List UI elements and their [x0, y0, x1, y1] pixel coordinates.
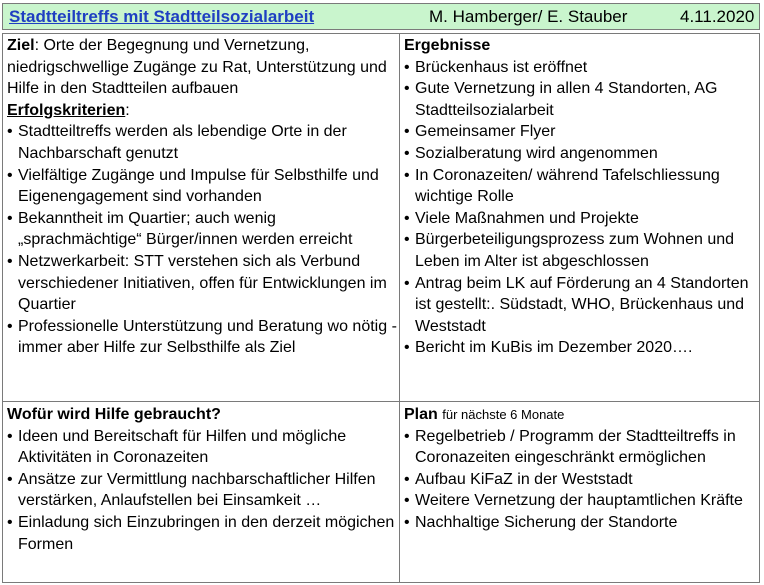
plan-heading-line [404, 404, 756, 426]
content-grid [2, 33, 760, 583]
criteria-heading-line [7, 100, 397, 122]
help-list [7, 426, 397, 556]
results-cell [404, 35, 756, 359]
criteria-heading: Erfolgskriterien [7, 101, 126, 119]
list-item: • Professionelle Unterstützung und Beratung wo nötig - immer aber Hilfe zur Selbsthilfe als Ziel [7, 316, 397, 359]
results-heading: Ergebnisse [404, 37, 491, 54]
list-item: • Nachhaltige Sicherung der Standorte [404, 512, 756, 534]
plan-cell [404, 404, 756, 534]
goal-cell [7, 35, 397, 359]
help-heading: Wofür wird Hilfe gebraucht? [7, 406, 221, 423]
list-item: • Antrag beim LK auf Förderung an 4 Standorten ist gestellt:. Südstadt, WHO, Brückenhaus und Weststadt [404, 273, 756, 338]
list-item: • In Coronazeiten/ während Tafelschliessung wichtige Rolle [404, 165, 756, 208]
list-item: • Aufbau KiFaZ in der Weststadt [404, 469, 756, 491]
list-item: • Weitere Vernetzung der hauptamtlichen Kräfte [404, 490, 756, 512]
list-item: • Gute Vernetzung in allen 4 Standorten, AG Stadtteilsozialarbeit [404, 78, 756, 121]
help-needed-cell [7, 404, 397, 555]
list-item: • Gemeinsamer Flyer [404, 121, 756, 143]
header-bar [2, 3, 760, 30]
list-item: • Bericht im KuBis im Dezember 2020…. [404, 337, 756, 359]
plan-list [404, 426, 756, 534]
list-item: • Ideen und Bereitschaft für Hilfen und mögliche Aktivitäten in Coronazeiten [7, 426, 397, 469]
goal-heading: Ziel [7, 37, 35, 54]
criteria-list [7, 121, 397, 359]
list-item: • Regelbetrieb / Programm der Stadtteiltreffs in Coronazeiten eingeschränkt ermöglichen [404, 426, 756, 469]
list-item: • Bekanntheit im Quartier; auch wenig „sprachmächtige“ Bürger/innen werden erreicht [7, 208, 397, 251]
doc-date: 4.11.2020 [680, 7, 755, 26]
list-item: • Viele Maßnahmen und Projekte [404, 208, 756, 230]
criteria-colon: : [125, 101, 130, 119]
column-divider [399, 34, 400, 582]
list-item: • Stadtteiltreffs werden als lebendige Orte in der Nachbarschaft genutzt [7, 121, 397, 164]
list-item: • Vielfältige Zugänge und Impulse für Selbsthilfe und Eigenengagement sind vorhanden [7, 165, 397, 208]
goal-text: : Orte der Begegnung und Vernetzung, niedrigschwellige Zugänge zu Rat, Unterstützung und Hilfe in den Stadtteilen aufbauen [7, 37, 387, 98]
doc-title: Stadtteiltreffs mit Stadtteilsozialarbeit [9, 7, 315, 26]
doc-authors: M. Hamberger/ E. Stauber [429, 7, 628, 26]
list-item: • Einladung sich Einzubringen in den derzeit mögichen Formen [7, 512, 397, 555]
list-item: • Brückenhaus ist eröffnet [404, 57, 756, 79]
results-list [404, 57, 756, 359]
list-item: • Netzwerkarbeit: STT verstehen sich als Verbund verschiedener Initiativen, offen für Entwicklungen im Quartier [7, 251, 397, 316]
plan-heading: Plan [404, 406, 438, 423]
plan-subheading: für nächste 6 Monate [442, 407, 565, 422]
list-item: • Sozialberatung wird angenommen [404, 143, 756, 165]
list-item: • Ansätze zur Vermittlung nachbarschaftlicher Hilfen verstärken, Anlaufstellen bei Einsamkeit … [7, 469, 397, 512]
row-divider [3, 401, 759, 402]
goal-paragraph [7, 35, 397, 100]
list-item: • Bürgerbeteiligungsprozess zum Wohnen und Leben im Alter ist abgeschlossen [404, 229, 756, 272]
